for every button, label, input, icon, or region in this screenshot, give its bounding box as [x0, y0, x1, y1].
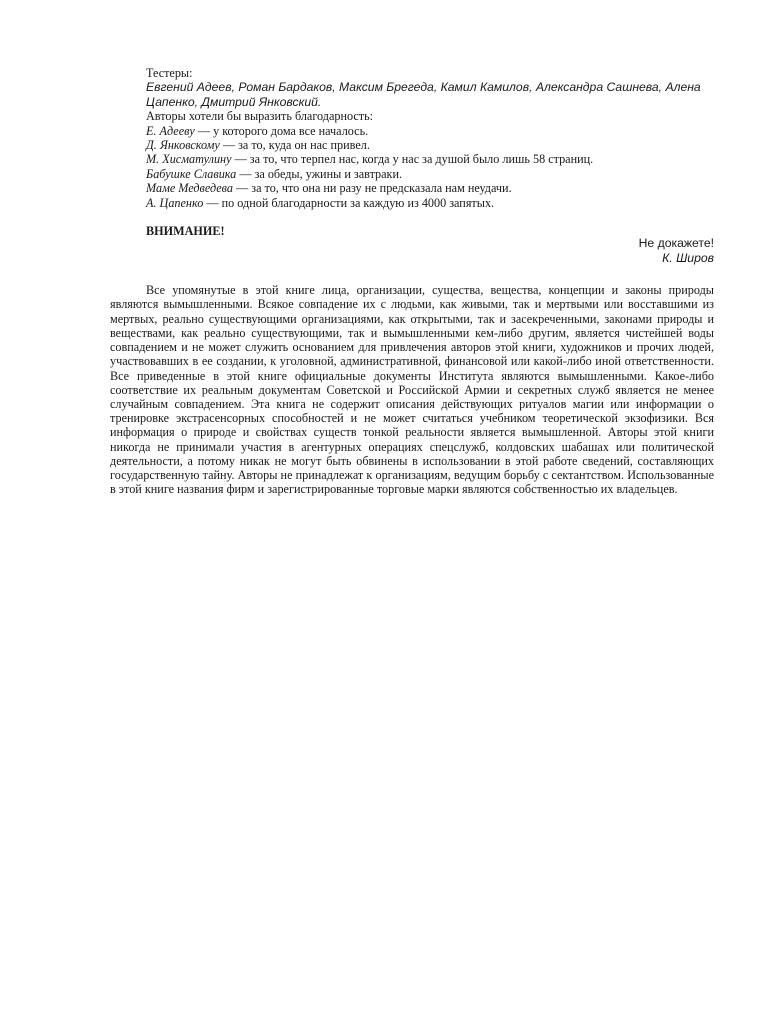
document-page — [110, 66, 714, 496]
testers-section — [110, 66, 714, 109]
warning-title: ВНИМАНИЕ! — [146, 224, 225, 239]
ack-text: — за то, куда он нас привел. — [219, 138, 370, 153]
epigraph-quote: Не докажете! — [638, 236, 714, 251]
ack-name: Е. Адееву — [146, 123, 195, 138]
epigraph-author: К. Широв — [662, 250, 714, 265]
ack-name: М. Хисматулину — [146, 152, 232, 167]
ack-line — [146, 124, 714, 138]
ack-text: — за то, что она ни разу не предсказала нам неудачи. — [232, 181, 512, 196]
ack-text: — за обеды, ужины и завтраки. — [236, 166, 403, 181]
acknowledgements-intro: Авторы хотели бы выразить благодарность: — [146, 109, 374, 124]
ack-text: — по одной благодарности за каждую из 4000 запятых. — [203, 195, 495, 210]
ack-line — [146, 196, 714, 210]
ack-name: Д. Янковскому — [146, 138, 220, 153]
ack-name: Маме Медведева — [146, 181, 233, 196]
disclaimer-paragraph: Все упомянутые в этой книге лица, организации, существа, вещества, концепции и законы природы являются вымышленными. Всякое совпадение их с людьми, как живыми, так и мертвыми или восставшими из мертвых, реально существующими организациями, как открытыми, так и засекреченными, законами природы и веществами, как реально существующими, так и вымышленными кем-либо другим, является чистейшей воды совпадением и не может служить основанием для привлечения авторов этой книги, художников и прочих людей, участвовавших в ее создании, к уголовной, административной, финансовой или какой-либо иной ответственности. Все приведенные в этой книге официальные документы Института являются вымышленными. Какое-либо соответствие их реальным документам Советской и Российской Армии и секретных служб является не менее случайным совпадением. Эта книга не содержит описания действующих ритуалов магии или информации о тренировке экстрасенсорных способностей и не может считаться учебником теоретической экзофизики. Вся информация о природе и свойствах существ тонкой реальности является вымышленной. Авторы этой книги никогда не принимали участия в агентурных операциях спецслужб, колдовских шабашах или политической деятельности, а потому никак не могут быть обвинены в использовании в этой работе сведений, составляющих государственную тайну. Авторы не принадлежат к организациям, ведущим борьбу с сектантством. Использованные в этой книге названия фирм и зарегистрированные торговые марки являются собственностью их владельцев. — [110, 283, 714, 497]
ack-line — [146, 152, 714, 166]
testers-names: Евгений Адеев, Роман Бардаков, Максим Брегеда, Камил Камилов, Александра Сашнева, Алена Цапенко, Дмитрий Янковский. — [146, 80, 701, 109]
ack-text: — за то, что терпел нас, когда у нас за душой было лишь 58 страниц. — [231, 152, 594, 167]
acknowledgements-section — [110, 109, 714, 210]
ack-line — [146, 138, 714, 152]
ack-line — [146, 167, 714, 181]
ack-name: Бабушке Славика — [146, 166, 237, 181]
ack-line — [146, 181, 714, 195]
ack-text: — у которого дома все началось. — [194, 123, 369, 138]
epigraph — [110, 236, 714, 265]
testers-label: Тестеры: — [146, 66, 193, 80]
ack-name: А. Цапенко — [146, 195, 204, 210]
